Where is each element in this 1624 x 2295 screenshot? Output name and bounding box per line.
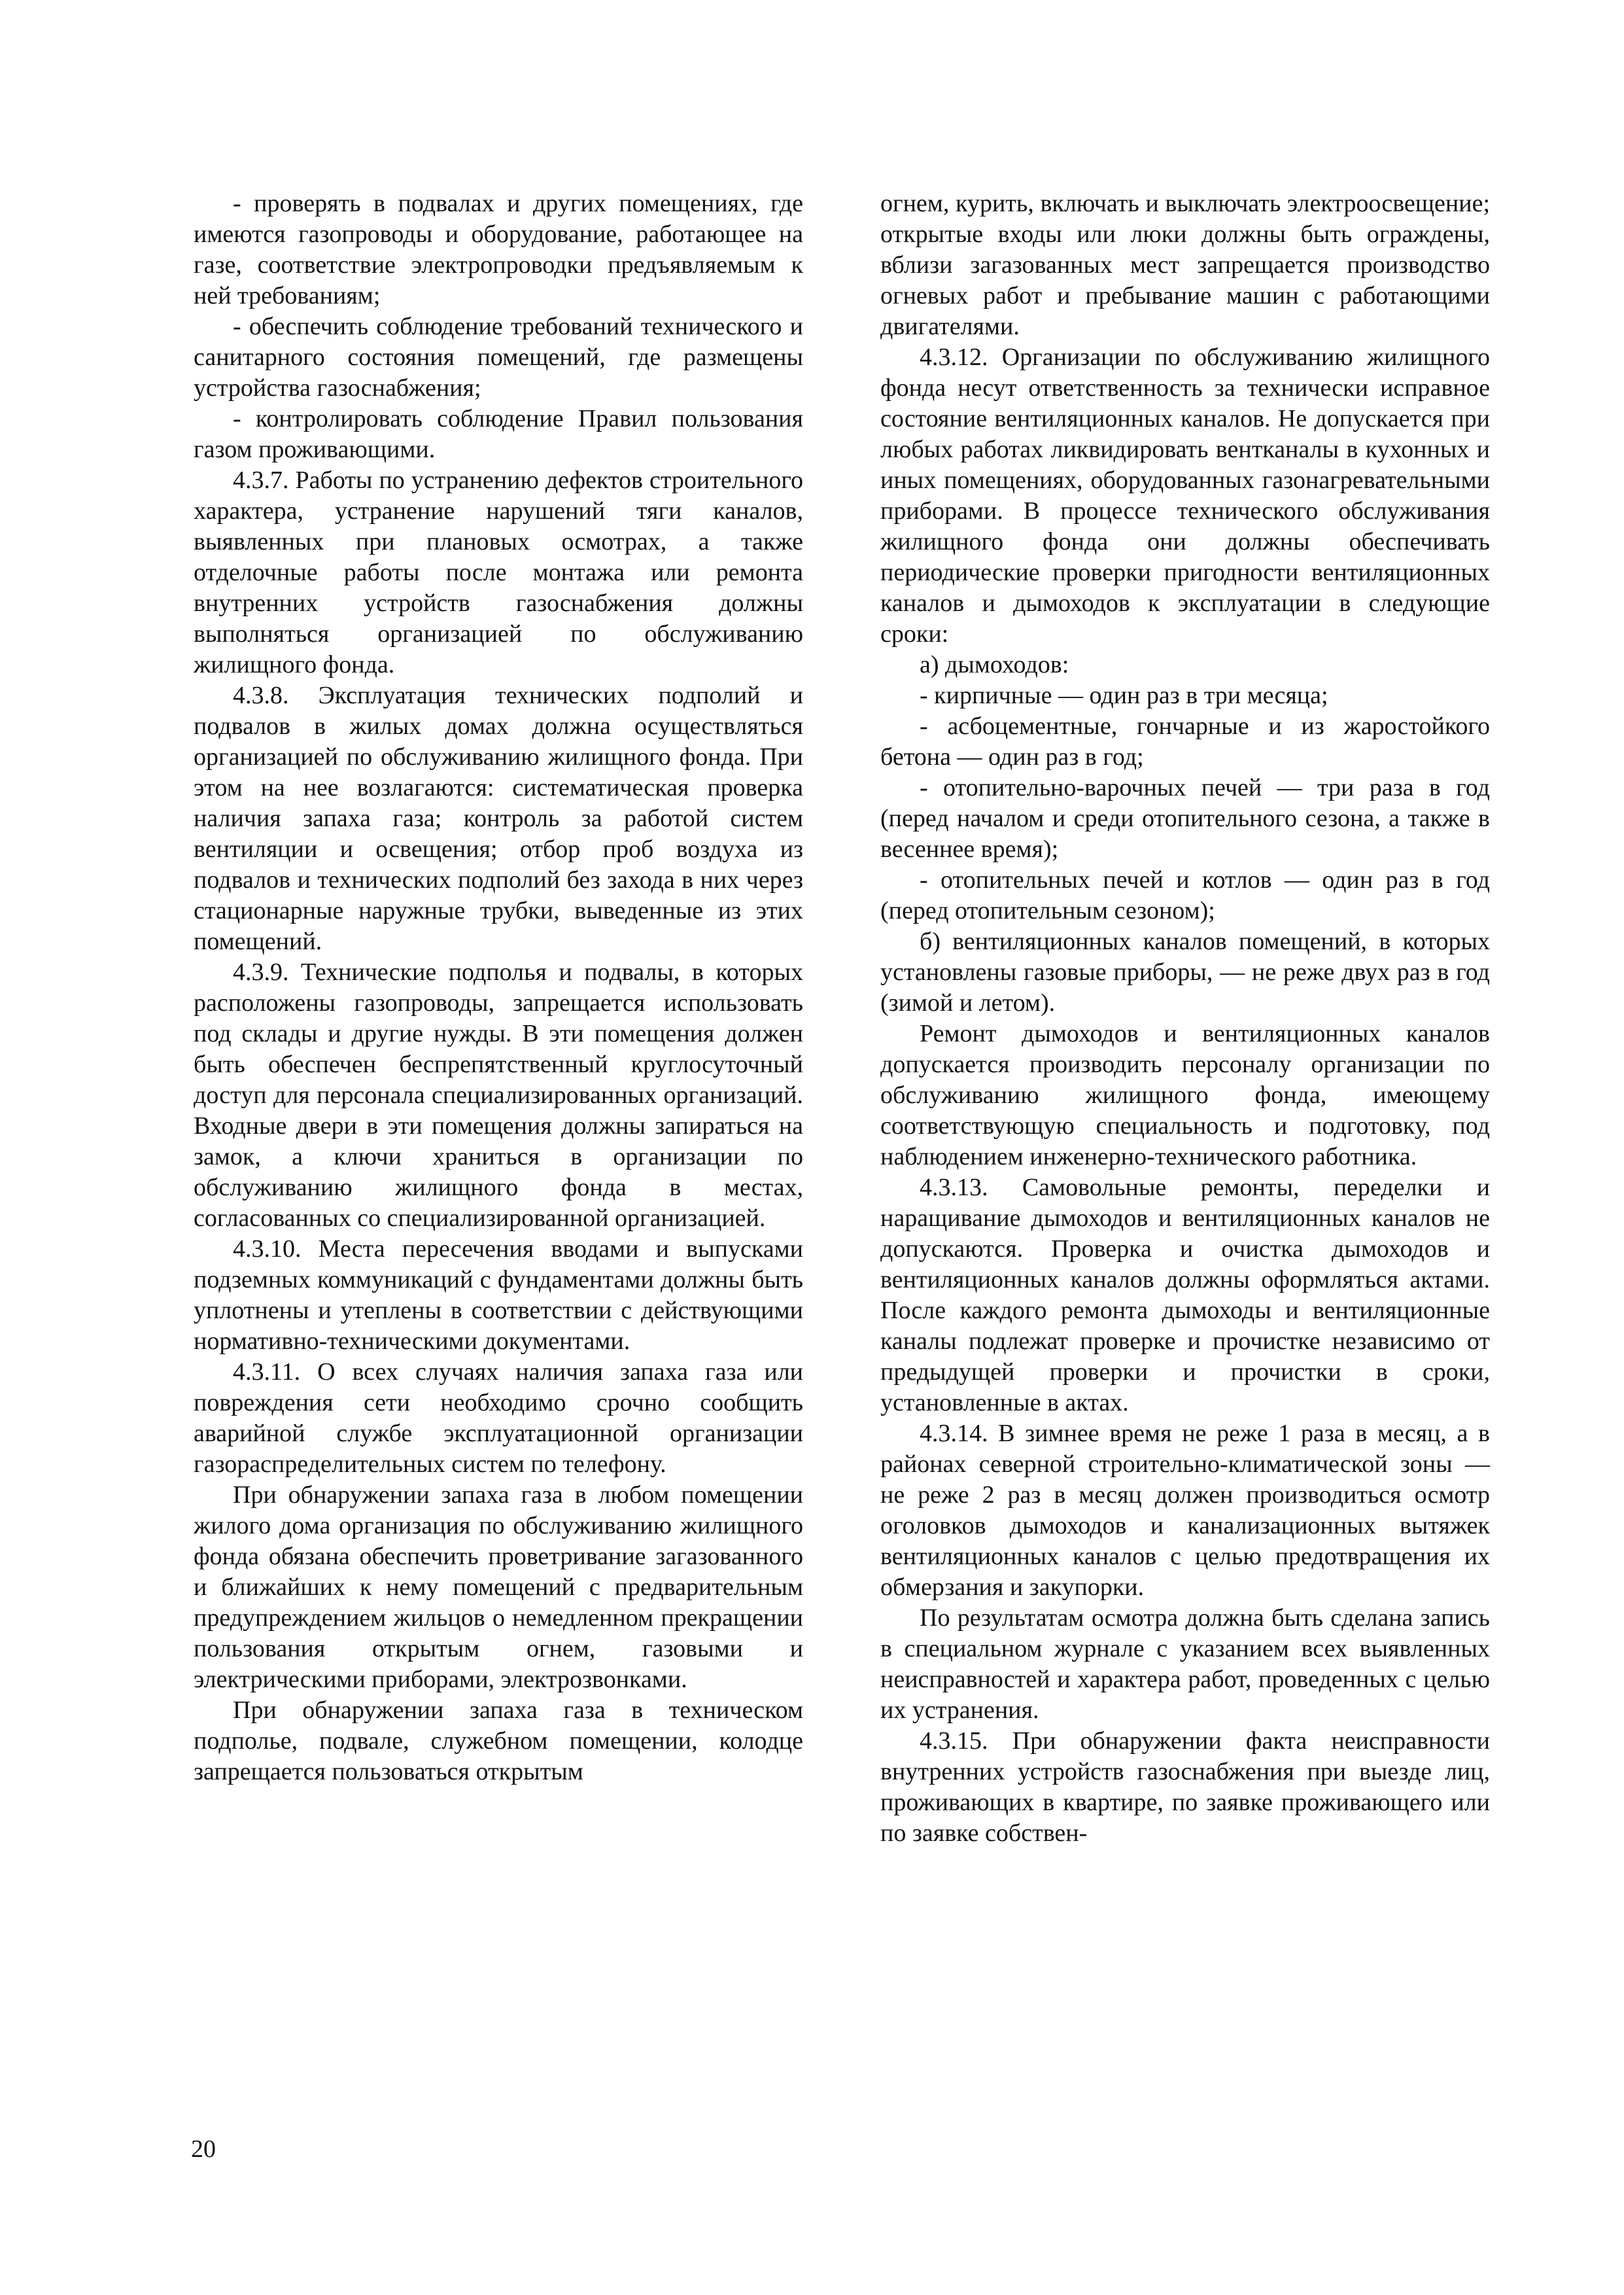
paragraph: Ремонт дымоходов и вентиляционных каналов допускается производить персоналу организации по обслуживанию жилищного фонда, имеющему соответствующую специальность и подготовку, под наблюдением инженерно-технического работника. bbox=[880, 1020, 1490, 1170]
paragraph: 4.3.12. Организации по обслуживанию жилищного фонда несут ответственность за технически исправное состояние вентиляционных каналов. Не допускается при любых работах ликвидировать вентканалы в кухонных и иных помещениях, оборудованных газонагревательными приборами. В процессе технического обслуживания жилищного фонда они должны обеспечивать периодические проверки пригодности вентиляционных каналов и дымоходов к эксплуатации в следующие сроки: bbox=[880, 343, 1490, 648]
paragraph: - проверять в подвалах и других помещениях, где имеются газопроводы и оборудование, работающее на газе, соответствие электропроводки предъявляемым к ней требованиям; bbox=[194, 190, 803, 309]
left-text-column bbox=[194, 188, 803, 1787]
paragraph: 4.3.13. Самовольные ремонты, переделки и наращивание дымоходов и вентиляционных каналов не допускаются. Проверка и очистка дымоходов и вентиляционных каналов должны оформляться актами. После каждого ремонта дымоходы и вентиляционные каналы подлежат проверке и прочистке независимо от предыдущей проверки и прочистки в сроки, установленные в актах. bbox=[880, 1174, 1490, 1416]
right-text-column bbox=[880, 188, 1490, 1849]
paragraph: 4.3.14. В зимнее время не реже 1 раза в месяц, а в районах северной строительно-климатической зоны — не реже 2 раз в месяц должен производиться осмотр оголовков дымоходов и канализационных вытяжек вентиляционных каналов с целью предотвращения их обмерзания и закупорки. bbox=[880, 1420, 1490, 1601]
paragraph: - обеспечить соблюдение требований технического и санитарного состояния помещений, где размещены устройства газоснабжения; bbox=[194, 313, 803, 402]
paragraph: - отопительно-варочных печей — три раза в год (перед началом и среди отопительного сезона, а также в весеннее время); bbox=[880, 774, 1490, 863]
paragraph: б) вентиляционных каналов помещений, в которых установлены газовые приборы, — не реже двух раз в год (зимой и летом). bbox=[880, 928, 1490, 1017]
paragraph: - отопительных печей и котлов — один раз в год (перед отопительным сезоном); bbox=[880, 866, 1490, 924]
paragraph: При обнаружении запаха газа в техническом подполье, подвале, служебном помещении, колодце запрещается пользоваться открытым bbox=[194, 1696, 803, 1785]
paragraph: 4.3.7. Работы по устранению дефектов строительного характера, устранение нарушений тяги каналов, выявленных при плановых осмотрах, а также отделочные работы после монтажа или ремонта внутренних устройств газоснабжения должны выполняться организацией по обслуживанию жилищного фонда. bbox=[194, 466, 803, 678]
paragraph: По результатам осмотра должна быть сделана запись в специальном журнале с указанием всех выявленных неисправностей и характера работ, проведенных с целью их устранения. bbox=[880, 1604, 1490, 1724]
paragraph: 4.3.10. Места пересечения вводами и выпусками подземных коммуникаций с фундаментами должны быть уплотнены и утеплены в соответствии с действующими нормативно-техническими документами. bbox=[194, 1235, 803, 1355]
paragraph: а) дымоходов: bbox=[920, 651, 1069, 678]
paragraph: При обнаружении запаха газа в любом помещении жилого дома организация по обслуживанию жилищного фонда обязана обеспечить проветривание загазованного и ближайших к нему помещений с предварительным предупреждением жильцов о немедленном прекращении пользования открытым огнем, газовыми и электрическими приборами, электрозвонками. bbox=[194, 1481, 803, 1693]
page-number: 20 bbox=[191, 2135, 216, 2163]
paragraph: 4.3.11. О всех случаях наличия запаха газа или повреждения сети необходимо срочно сообщить аварийной службе эксплуатационной организации газораспределительных систем по телефону. bbox=[194, 1358, 803, 1478]
paragraph: 4.3.9. Технические подполья и подвалы, в которых расположены газопроводы, запрещается использовать под склады и другие нужды. В эти помещения должен быть обеспечен беспрепятственный круглосуточный доступ для персонала специализированных организаций. Входные двери в эти помещения должны запираться на замок, а ключи храниться в организации по обслуживанию жилищного фонда в местах, согласованных со специализированной организацией. bbox=[194, 958, 803, 1232]
paragraph: 4.3.15. При обнаружении факта неисправности внутренних устройств газоснабжения при выезде лиц, проживающих в квартире, по заявке проживающего или по заявке собствен- bbox=[880, 1727, 1490, 1847]
paragraph: - кирпичные — один раз в три месяца; bbox=[920, 682, 1328, 709]
paragraph: 4.3.8. Эксплуатация технических подполий и подвалов в жилых домах должна осуществляться организацией по обслуживанию жилищного фонда. При этом на нее возлагаются: систематическая проверка наличия запаха газа; контроль за работой систем вентиляции и освещения; отбор проб воздуха из подвалов и технических подполий без захода в них через стационарные наружные трубки, выведенные из этих помещений. bbox=[194, 682, 803, 955]
paragraph: огнем, курить, включать и выключать электроосвещение; открытые входы или люки должны быть ограждены, вблизи загазованных мест запрещается производство огневых работ и пребывание машин с работающими двигателями. bbox=[880, 190, 1490, 340]
paragraph: - контролировать соблюдение Правил пользования газом проживающими. bbox=[194, 405, 803, 463]
paragraph: - асбоцементные, гончарные и из жаростойкого бетона — один раз в год; bbox=[880, 712, 1490, 771]
